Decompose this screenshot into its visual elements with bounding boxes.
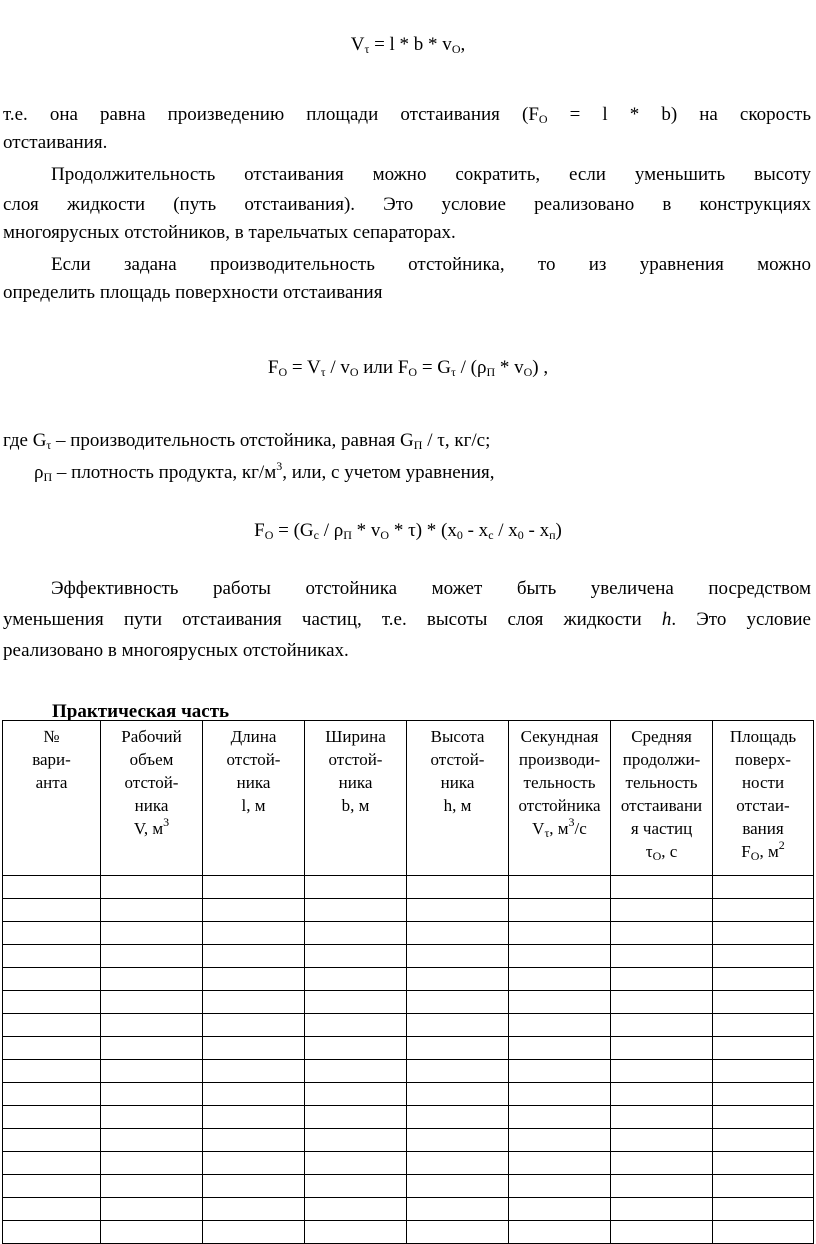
table-cell[interactable] (203, 1014, 305, 1037)
table-cell[interactable] (101, 899, 203, 922)
table-cell[interactable] (101, 1014, 203, 1037)
table-cell[interactable] (713, 991, 814, 1014)
table-cell[interactable] (713, 1060, 814, 1083)
table-cell[interactable] (407, 968, 509, 991)
table-cell[interactable] (611, 1129, 713, 1152)
table-cell[interactable] (3, 899, 101, 922)
table-header-row (3, 721, 814, 876)
table-cell[interactable] (305, 1060, 407, 1083)
table-row (3, 1106, 814, 1129)
table-cell[interactable] (713, 1083, 814, 1106)
table-cell[interactable] (611, 1014, 713, 1037)
table-cell[interactable] (407, 1129, 509, 1152)
table-cell[interactable] (509, 1129, 611, 1152)
table-cell[interactable] (407, 876, 509, 899)
table-cell[interactable] (3, 968, 101, 991)
table-cell[interactable] (611, 1060, 713, 1083)
table-cell[interactable] (101, 1198, 203, 1221)
table-cell[interactable] (509, 1106, 611, 1129)
table-cell[interactable] (407, 922, 509, 945)
table-cell[interactable] (509, 1198, 611, 1221)
table-row (3, 899, 814, 922)
paragraph-duration-line2: слоя жидкости (путь отстаивания). Это условие реализовано в конструкциях (3, 194, 811, 215)
table-cell[interactable] (305, 922, 407, 945)
table-cell[interactable] (203, 1198, 305, 1221)
table-cell[interactable] (3, 876, 101, 899)
table-cell[interactable] (3, 945, 101, 968)
table-row (3, 1083, 814, 1106)
table-row (3, 1129, 814, 1152)
formula-volume: $V_\tau = l * b * v_O$, (350, 34, 466, 56)
table-cell[interactable] (713, 1175, 814, 1198)
table-cell[interactable] (305, 1106, 407, 1129)
table-cell[interactable] (407, 1060, 509, 1083)
table-cell[interactable] (509, 968, 611, 991)
table-cell[interactable] (203, 1221, 305, 1244)
table-cell[interactable] (509, 945, 611, 968)
table-cell[interactable] (3, 991, 101, 1014)
table-row (3, 1175, 814, 1198)
table-cell[interactable] (203, 1106, 305, 1129)
header-height: Высота отстой- ника h, м (407, 721, 509, 876)
table-cell[interactable] (713, 1129, 814, 1152)
table-cell[interactable] (611, 991, 713, 1014)
table-cell[interactable] (407, 1221, 509, 1244)
table-cell[interactable] (203, 922, 305, 945)
table-cell[interactable] (611, 1198, 713, 1221)
table-cell[interactable] (101, 1060, 203, 1083)
table-cell[interactable] (101, 1129, 203, 1152)
table-cell[interactable] (611, 945, 713, 968)
table-row (3, 968, 814, 991)
table-cell[interactable] (3, 1129, 101, 1152)
table-cell[interactable] (611, 968, 713, 991)
table-row (3, 1037, 814, 1060)
table-row (3, 945, 814, 968)
table-cell[interactable] (713, 1152, 814, 1175)
header-width: Ширина отстой- ника b, м (305, 721, 407, 876)
table-row (3, 1060, 814, 1083)
table-cell[interactable] (407, 1037, 509, 1060)
table-cell[interactable] (203, 1060, 305, 1083)
table-cell[interactable] (407, 1014, 509, 1037)
table-cell[interactable] (3, 1221, 101, 1244)
table-cell[interactable] (305, 968, 407, 991)
table-cell[interactable] (203, 876, 305, 899)
table-cell[interactable] (305, 991, 407, 1014)
table-cell[interactable] (407, 1175, 509, 1198)
table-row (3, 1014, 814, 1037)
paragraph-efficiency-line1: Эффективность работы отстойника может быть увеличена посредством (51, 578, 811, 599)
table-cell[interactable] (713, 922, 814, 945)
table-cell[interactable] (305, 1014, 407, 1037)
table-cell[interactable] (509, 1175, 611, 1198)
header-settling-duration: Средняя продолжи- тельность отстаивани я частиц $\tau_O$, с (611, 721, 713, 876)
table-cell[interactable] (101, 876, 203, 899)
table-cell[interactable] (611, 1106, 713, 1129)
paragraph-efficiency-line2: уменьшения пути отстаивания частиц, т.е. высоты слоя жидкости h. Это условие (3, 609, 811, 630)
table-cell[interactable] (611, 1037, 713, 1060)
table-cell[interactable] (3, 1037, 101, 1060)
paragraph-duration-line3: многоярусных отстойников, в тарельчатых сепараторах. (3, 222, 456, 243)
table-row (3, 922, 814, 945)
table-cell[interactable] (611, 876, 713, 899)
table-cell[interactable] (101, 991, 203, 1014)
table-cell[interactable] (3, 1014, 101, 1037)
table-cell[interactable] (713, 876, 814, 899)
table-cell[interactable] (3, 1175, 101, 1198)
paragraph-productivity-line2: определить площадь поверхности отстаивания (3, 282, 383, 303)
table-cell[interactable] (203, 968, 305, 991)
table-cell[interactable] (509, 899, 611, 922)
table-cell[interactable] (203, 1129, 305, 1152)
table-cell[interactable] (509, 922, 611, 945)
table-cell[interactable] (3, 1060, 101, 1083)
formula-area: $F_O = V_\tau / v_O$ или $F_O = G_\tau / (\rho_П * v_O)$ , (267, 357, 549, 379)
table-row (3, 1221, 814, 1244)
paragraph-efficiency-line3: реализовано в многоярусных отстойниках. (3, 640, 349, 661)
table-cell[interactable] (407, 945, 509, 968)
table-cell[interactable] (3, 1152, 101, 1175)
definition-productivity: где $G_\tau$ – производительность отстойника, равная $G_П$ / τ, кг/с; (3, 430, 491, 452)
table-cell[interactable] (305, 1152, 407, 1175)
paragraph-area-definition-line1: т.е. она равна произведению площади отстаивания $(F_O = l * b)$ на скорость (3, 104, 811, 126)
table-cell[interactable] (305, 945, 407, 968)
table-cell[interactable] (203, 991, 305, 1014)
table-cell[interactable] (101, 1037, 203, 1060)
table-cell[interactable] (305, 1037, 407, 1060)
table-cell[interactable] (611, 1152, 713, 1175)
table-cell[interactable] (3, 1106, 101, 1129)
table-cell[interactable] (305, 1175, 407, 1198)
table-cell[interactable] (101, 945, 203, 968)
practical-table (2, 720, 814, 1244)
header-second-productivity: Секундная производи- тельность отстойника $V_\tau$, $м^3/с$ (509, 721, 611, 876)
table-cell[interactable] (713, 1037, 814, 1060)
paragraph-duration-line1: Продолжительность отстаивания можно сократить, если уменьшить высоту (51, 164, 811, 185)
table-cell[interactable] (509, 1060, 611, 1083)
table-cell[interactable] (3, 922, 101, 945)
table-cell[interactable] (305, 899, 407, 922)
table-cell[interactable] (203, 1037, 305, 1060)
table-cell[interactable] (305, 876, 407, 899)
table-cell[interactable] (509, 991, 611, 1014)
header-length: Длина отстой- ника l, м (203, 721, 305, 876)
table-cell[interactable] (713, 1106, 814, 1129)
table-cell[interactable] (509, 876, 611, 899)
table-cell[interactable] (509, 1037, 611, 1060)
table-cell[interactable] (203, 899, 305, 922)
table-cell[interactable] (509, 1083, 611, 1106)
table-cell[interactable] (101, 1106, 203, 1129)
header-settling-area: Площадь поверх- ности отстаи- вания $F_O$, $м^2$ (713, 721, 814, 876)
table-cell[interactable] (509, 1221, 611, 1244)
table-cell[interactable] (101, 1083, 203, 1106)
table-cell[interactable] (713, 1221, 814, 1244)
table-row (3, 1152, 814, 1175)
table-cell[interactable] (407, 1083, 509, 1106)
table-cell[interactable] (101, 1152, 203, 1175)
table-cell[interactable] (101, 968, 203, 991)
table-cell[interactable] (407, 1152, 509, 1175)
formula-area-extended: $F_O = (G_c / \rho_П * v_O * \tau) * (x_0 - x_c / x_0 - x_п)$ (254, 520, 562, 542)
table-cell[interactable] (713, 945, 814, 968)
header-variant-number: № вари- анта (3, 721, 101, 876)
table-cell[interactable] (203, 1175, 305, 1198)
table-cell[interactable] (713, 899, 814, 922)
table-cell[interactable] (713, 1198, 814, 1221)
table-cell[interactable] (203, 945, 305, 968)
table-cell[interactable] (3, 1198, 101, 1221)
table-cell[interactable] (509, 1152, 611, 1175)
table-cell[interactable] (611, 1175, 713, 1198)
table-cell[interactable] (611, 899, 713, 922)
table-cell[interactable] (509, 1014, 611, 1037)
table-cell[interactable] (407, 991, 509, 1014)
table-cell[interactable] (713, 1014, 814, 1037)
table-cell[interactable] (713, 968, 814, 991)
table-cell[interactable] (305, 1129, 407, 1152)
header-working-volume: Рабочий объем отстой- ника V, $м^3$ (101, 721, 203, 876)
table-cell[interactable] (611, 1083, 713, 1106)
table-cell[interactable] (203, 1152, 305, 1175)
definition-density: $\rho_П$ – плотность продукта, $кг/м^3$, или, с учетом уравнения, (34, 459, 495, 484)
table-cell[interactable] (3, 1083, 101, 1106)
table-cell[interactable] (305, 1083, 407, 1106)
table-cell[interactable] (101, 1175, 203, 1198)
table-cell[interactable] (407, 1198, 509, 1221)
table-row (3, 1198, 814, 1221)
table-cell[interactable] (101, 1221, 203, 1244)
table-cell[interactable] (611, 1221, 713, 1244)
table-cell[interactable] (305, 1221, 407, 1244)
table-cell[interactable] (611, 922, 713, 945)
table-cell[interactable] (407, 1106, 509, 1129)
table-cell[interactable] (305, 1198, 407, 1221)
table-row (3, 991, 814, 1014)
section-heading-practical: Практическая часть (52, 701, 230, 722)
paragraph-productivity-line1: Если задана производительность отстойника, то из уравнения можно (51, 254, 811, 275)
paragraph-area-definition-line2: отстаивания. (3, 132, 108, 153)
table-row (3, 876, 814, 899)
table-cell[interactable] (203, 1083, 305, 1106)
table-cell[interactable] (407, 899, 509, 922)
table-cell[interactable] (101, 922, 203, 945)
